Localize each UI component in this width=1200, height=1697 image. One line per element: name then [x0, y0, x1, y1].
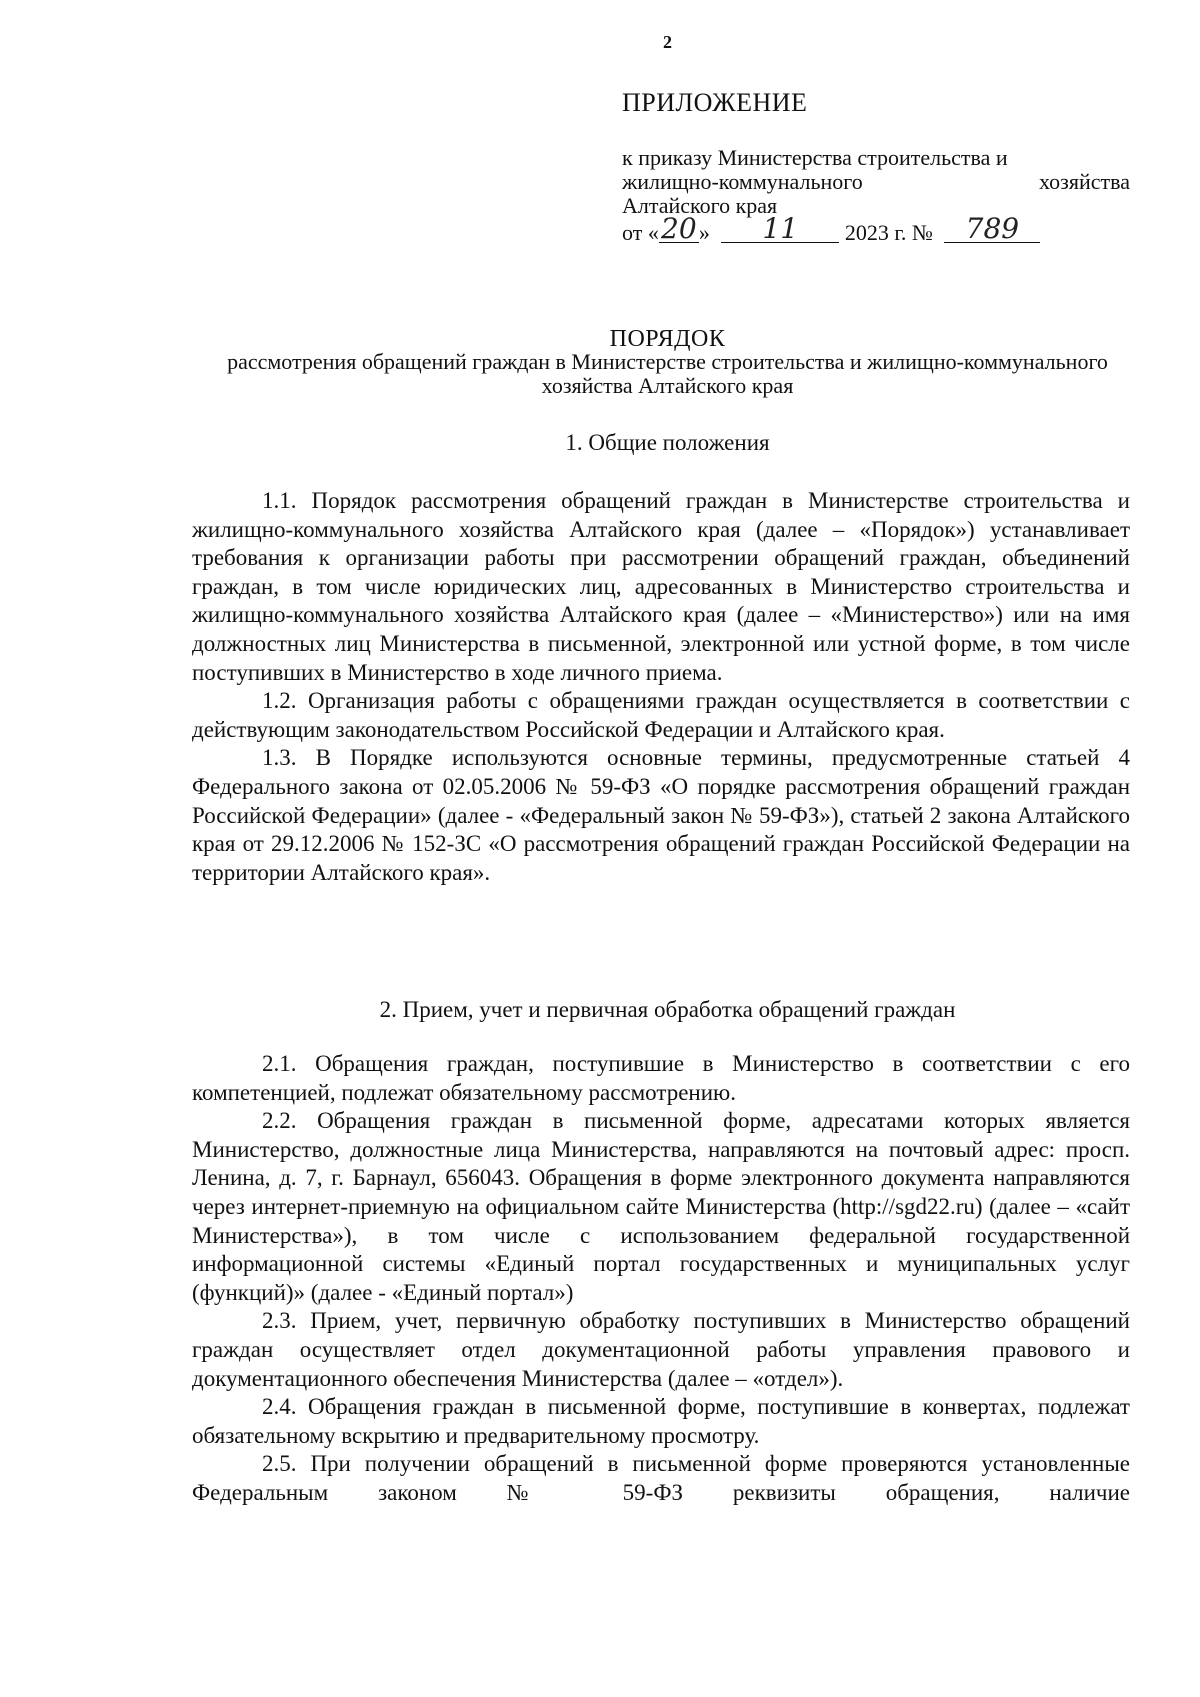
paragraph-2-2: 2.2. Обращения граждан в письменной форме, адресатами которых является Министерство, должностные лица Министерства, направляются на почтовый адрес: просп. Ленина, д. 7, г. Барнаул, 656043. Обращения в форме электронного документа направляются через интернет-приемную на официальном сайте Министерства (http://sgd22.ru) (далее – «сайт Министерства»), в том числе с использованием федеральной государственной информационной системы «Единый портал государственных и муниципальных услуг (функций)» (далее - «Единый портал») — [192, 1108, 1130, 1305]
page-number: 2 — [663, 32, 672, 52]
paragraph-2-1: 2.1. Обращения граждан, поступившие в Министерство в соответствии с его компетенцией, подлежат обязательному рассмотрению. — [192, 1051, 1130, 1105]
handwritten-month: 11 — [721, 216, 839, 243]
date-prefix: от « — [622, 220, 659, 245]
handwritten-day: 20 — [659, 216, 699, 243]
section-2-body — [192, 1050, 1130, 1508]
date-year: 2023 г. № — [844, 220, 933, 245]
addressee-line-3: Алтайского края — [622, 193, 778, 218]
document-title: ПОРЯДОК — [609, 326, 726, 352]
section-2-heading: 2. Прием, учет и первичная обработка обращений граждан — [379, 997, 956, 1022]
order-date-line — [622, 212, 1130, 247]
addressee-line-2-left: жилищно-коммунального — [622, 169, 863, 194]
addressee-line-2-right: хозяйства — [1039, 169, 1130, 194]
section-1-body — [192, 487, 1130, 887]
paragraph-1-1: 1.1. Порядок рассмотрения обращений граждан в Министерстве строительства и жилищно-коммунального хозяйства Алтайского края (далее – «Порядок») устанавливает требования к организации работы при рассмотрении обращений граждан, объединений граждан, в том числе юридических лиц, адресованных в Министерство строительства и жилищно-коммунального хозяйства Алтайского края (далее – «Министерство») или на имя должностных лиц Министерства в письменной, электронной или устной форме, в том числе поступивших в Министерство в ходе личного приема. — [192, 488, 1130, 685]
paragraph-1-3: 1.3. В Порядке используются основные термины, предусмотренные статьей 4 Федерального закона от 02.05.2006 № 59-ФЗ «О порядке рассмотрения обращений граждан Российской Федерации» (далее - «Федеральный закон № 59-ФЗ»), статьей 2 закона Алтайского края от 29.12.2006 № 152-ЗС «О рассмотрения обращений граждан Российской Федерации на территории Алтайского края». — [192, 745, 1130, 885]
section-1-heading: 1. Общие положения — [565, 430, 770, 455]
paragraph-2-5: 2.5. При получении обращений в письменной форме проверяются установленные Федеральным законом № 59-ФЗ реквизиты обращения, наличие — [192, 1451, 1130, 1505]
addressee-block — [622, 146, 1130, 218]
handwritten-order-number: 789 — [944, 216, 1040, 243]
paragraph-2-3: 2.3. Прием, учет, первичную обработку поступивших в Министерство обращений граждан осуществляет отдел документационной работы управления правового и документационного обеспечения Министерства (далее – «отдел»). — [192, 1308, 1130, 1391]
addressee-line-1: к приказу Министерства строительства и — [622, 145, 1008, 170]
addressee-line-2 — [622, 170, 1130, 194]
paragraph-2-4: 2.4. Обращения граждан в письменной форме, поступившие в конвертах, подлежат обязательному вскрытию и предварительному просмотру. — [192, 1394, 1130, 1448]
appendix-label: ПРИЛОЖЕНИЕ — [622, 88, 808, 117]
paragraph-1-2: 1.2. Организация работы с обращениями граждан осуществляется в соответствии с действующим законодательством Российской Федерации и Алтайского края. — [192, 688, 1130, 742]
date-mid: » — [698, 220, 710, 245]
document-subtitle: рассмотрения обращений граждан в Министерстве строительства и жилищно-коммунального хозяйства Алтайского края — [227, 349, 1108, 398]
